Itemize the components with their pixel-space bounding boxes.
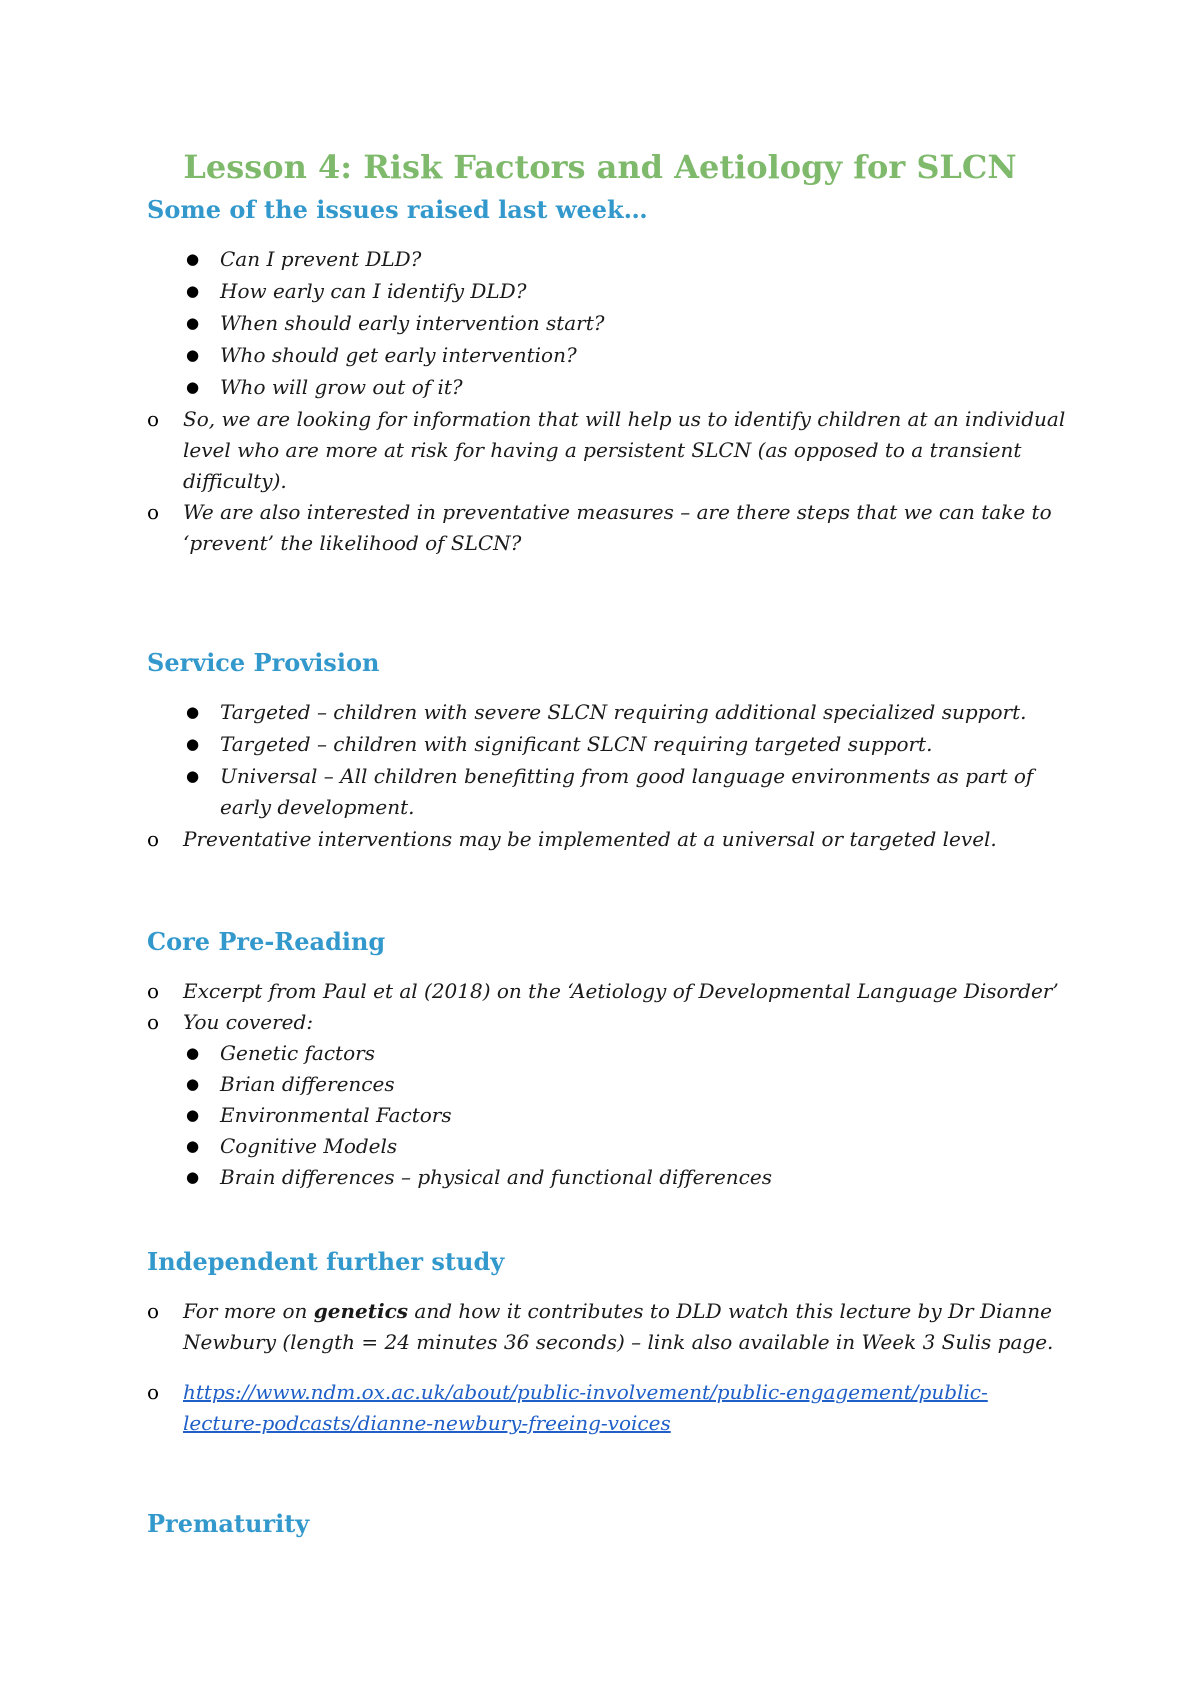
list-item: Targeted – children with severe SLCN requiring additional specialized support. [220, 700, 1027, 724]
circle-mark: o [147, 1380, 160, 1404]
circle-mark: o [147, 1299, 160, 1323]
heading-prematurity: Prematurity [147, 1509, 310, 1538]
circle-mark: o [147, 827, 160, 851]
list-item: How early can I identify DLD? [220, 279, 527, 303]
circle-mark: o [147, 407, 160, 431]
heading-issues: Some of the issues raised last week… [147, 195, 648, 224]
link-line [183, 1377, 1073, 1408]
list-item: Targeted – children with significant SLCN requiring targeted support. [220, 732, 933, 756]
bullet-mark: ● [186, 378, 200, 396]
page-title: Lesson 4: Risk Factors and Aetiology for SLCN [183, 148, 1017, 186]
bullet-mark: ● [186, 282, 200, 300]
list-item-line: Newbury (length = 24 minutes 36 seconds) – link also available in Week 3 Sulis page. [183, 1330, 1054, 1354]
heading-independent-further-study: Independent further study [147, 1247, 505, 1276]
bullet-mark: ● [186, 250, 200, 268]
heading-core-pre-reading: Core Pre-Reading [147, 927, 386, 956]
text-fragment: and how it contributes to DLD watch this lecture by Dr Dianne [408, 1299, 1052, 1323]
list-item-line: ‘prevent’ the likelihood of SLCN? [183, 531, 522, 555]
bullet-mark: ● [186, 1168, 200, 1186]
bullet-mark: ● [186, 767, 200, 785]
list-item-line: early development. [220, 795, 415, 819]
bullet-mark: ● [186, 1044, 200, 1062]
list-item-line: We are also interested in preventative measures – are there steps that we can take to [183, 500, 1052, 524]
bullet-mark: ● [186, 703, 200, 721]
heading-service-provision: Service Provision [147, 648, 380, 677]
bullet-mark: ● [186, 735, 200, 753]
list-item: When should early intervention start? [220, 311, 605, 335]
list-item: Cognitive Models [220, 1134, 398, 1158]
list-item: Who should get early intervention? [220, 343, 577, 367]
link-line [183, 1408, 1073, 1439]
list-item-line: So, we are looking for information that will help us to identify children at an individual [183, 407, 1066, 431]
text-fragment: For more on [183, 1299, 314, 1323]
list-item: Universal – All children benefitting from good language environments as part of [220, 764, 1034, 788]
bullet-mark: ● [186, 314, 200, 332]
list-item: Can I prevent DLD? [220, 247, 422, 271]
list-item-line: difficulty). [183, 469, 287, 493]
bullet-mark: ● [186, 346, 200, 364]
list-item: Genetic factors [220, 1041, 375, 1065]
lecture-link-continued[interactable]: lecture-podcasts/dianne-newbury-freeing-voices [183, 1411, 671, 1435]
lecture-link[interactable]: https://www.ndm.ox.ac.uk/about/public-involvement/public-engagement/public- [183, 1380, 988, 1404]
list-item: Brian differences [220, 1072, 395, 1096]
bullet-mark: ● [186, 1106, 200, 1124]
list-item: Brain differences – physical and functional differences [220, 1165, 772, 1189]
bullet-mark: ● [186, 1137, 200, 1155]
list-item-line: level who are more at risk for having a persistent SLCN (as opposed to a transient [183, 438, 1022, 462]
list-item: Excerpt from Paul et al (2018) on the ‘Aetiology of Developmental Language Disorder’ [183, 979, 1059, 1003]
list-item: Environmental Factors [220, 1103, 452, 1127]
bullet-mark: ● [186, 1075, 200, 1093]
circle-mark: o [147, 1010, 160, 1034]
list-item-line [183, 1296, 1073, 1327]
list-item: You covered: [183, 1010, 314, 1034]
list-item: Who will grow out of it? [220, 375, 463, 399]
circle-mark: o [147, 500, 160, 524]
bold-keyword: genetics [313, 1299, 409, 1323]
circle-mark: o [147, 979, 160, 1003]
list-item: Preventative interventions may be implemented at a universal or targeted level. [183, 827, 997, 851]
